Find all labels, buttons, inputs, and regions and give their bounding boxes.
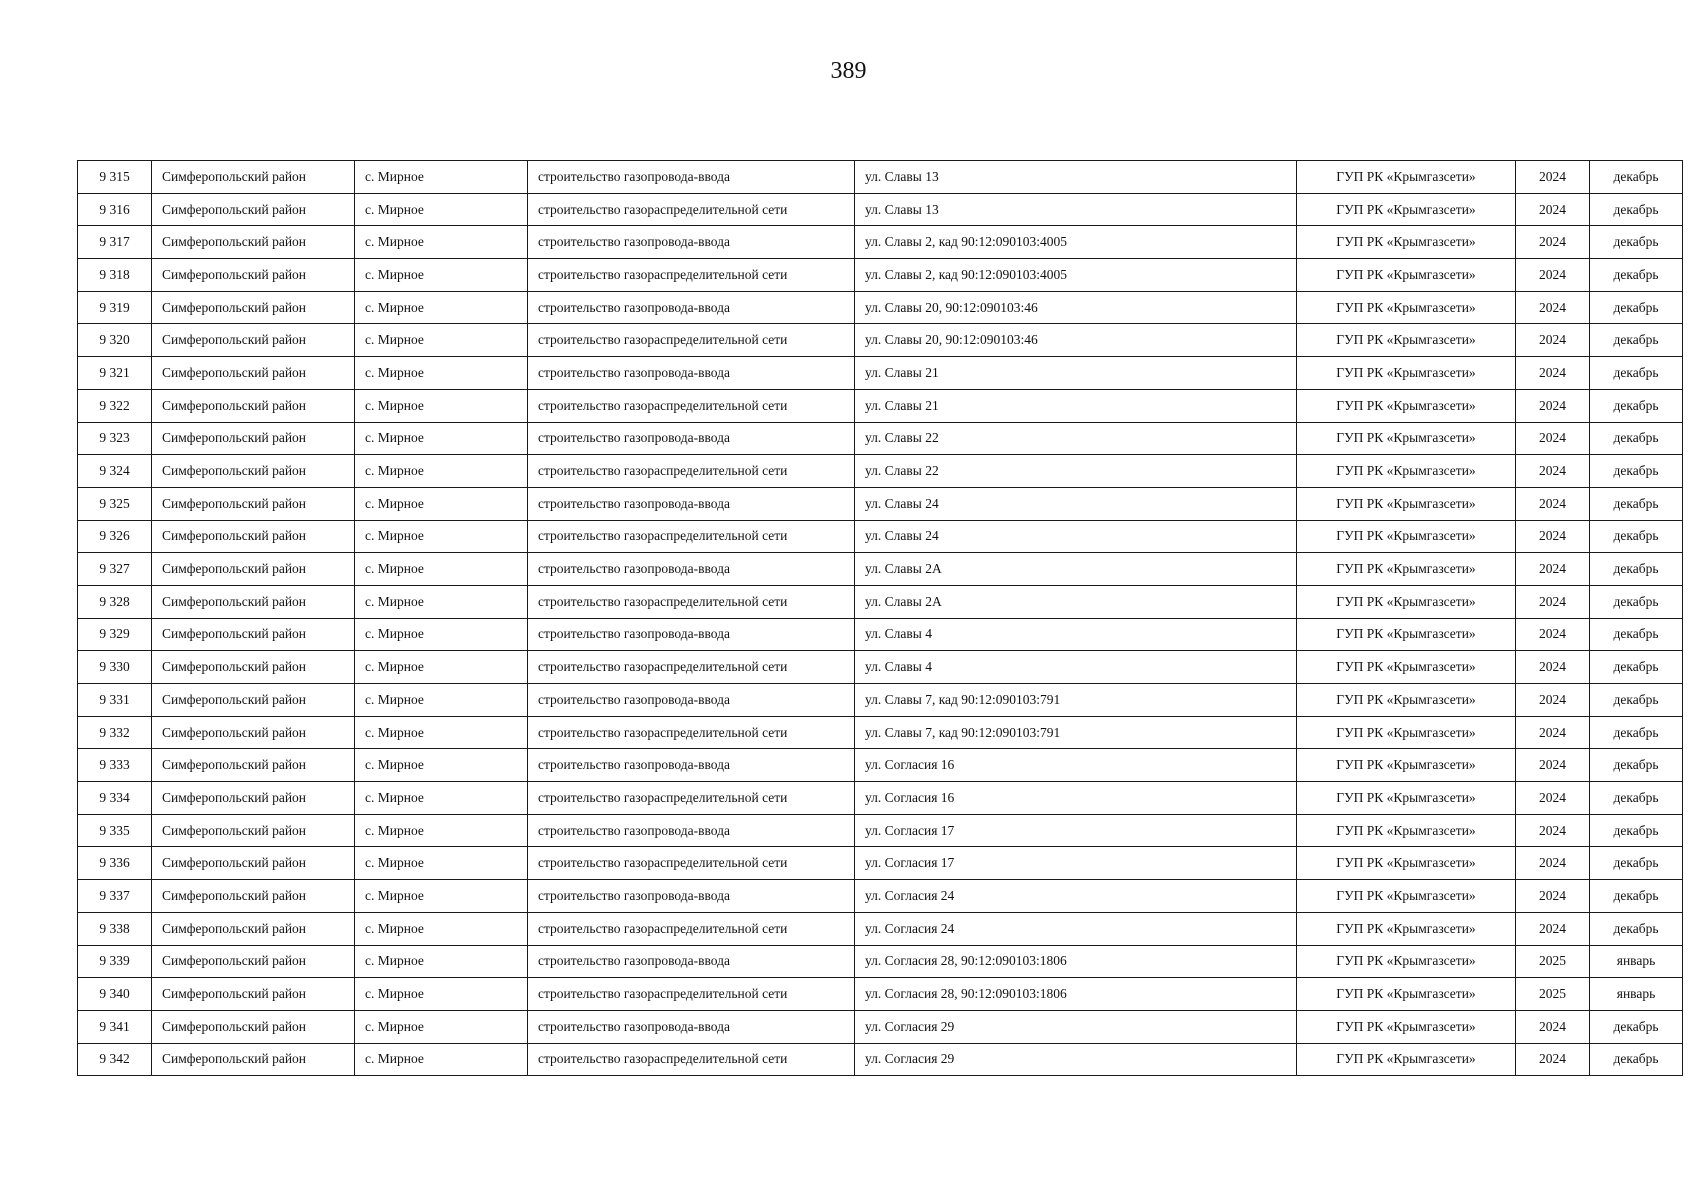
work-type-cell: строительство газораспределительной сети: [528, 520, 855, 553]
work-type-cell: строительство газопровода-ввода: [528, 357, 855, 390]
organization-cell: ГУП РК «Крымгазсети»: [1297, 520, 1516, 553]
organization-cell: ГУП РК «Крымгазсети»: [1297, 912, 1516, 945]
work-type-cell: строительство газопровода-ввода: [528, 422, 855, 455]
year-cell: 2024: [1516, 259, 1590, 292]
work-type-cell: строительство газопровода-ввода: [528, 880, 855, 913]
district-cell: Симферопольский район: [152, 455, 355, 488]
table-row: [78, 945, 1683, 978]
address-cell: ул. Славы 4: [855, 651, 1297, 684]
row-number-cell: 9 315: [78, 161, 152, 194]
settlement-cell: с. Мирное: [355, 455, 528, 488]
row-number-cell: 9 328: [78, 585, 152, 618]
month-cell: декабрь: [1590, 847, 1683, 880]
work-type-cell: строительство газораспределительной сети: [528, 651, 855, 684]
address-cell: ул. Согласия 16: [855, 749, 1297, 782]
district-cell: Симферопольский район: [152, 161, 355, 194]
address-cell: ул. Согласия 29: [855, 1010, 1297, 1043]
year-cell: 2024: [1516, 716, 1590, 749]
year-cell: 2024: [1516, 912, 1590, 945]
settlement-cell: с. Мирное: [355, 291, 528, 324]
row-number-cell: 9 325: [78, 487, 152, 520]
settlement-cell: с. Мирное: [355, 814, 528, 847]
address-cell: ул. Славы 22: [855, 422, 1297, 455]
organization-cell: ГУП РК «Крымгазсети»: [1297, 716, 1516, 749]
work-type-cell: строительство газопровода-ввода: [528, 226, 855, 259]
address-cell: ул. Славы 4: [855, 618, 1297, 651]
address-cell: ул. Славы 20, 90:12:090103:46: [855, 291, 1297, 324]
settlement-cell: с. Мирное: [355, 553, 528, 586]
address-cell: ул. Славы 7, кад 90:12:090103:791: [855, 684, 1297, 717]
address-cell: ул. Славы 2А: [855, 585, 1297, 618]
work-type-cell: строительство газопровода-ввода: [528, 945, 855, 978]
settlement-cell: с. Мирное: [355, 945, 528, 978]
row-number-cell: 9 321: [78, 357, 152, 390]
settlement-cell: с. Мирное: [355, 357, 528, 390]
month-cell: декабрь: [1590, 487, 1683, 520]
organization-cell: ГУП РК «Крымгазсети»: [1297, 945, 1516, 978]
organization-cell: ГУП РК «Крымгазсети»: [1297, 618, 1516, 651]
gasification-table: [77, 160, 1683, 1076]
district-cell: Симферопольский район: [152, 880, 355, 913]
organization-cell: ГУП РК «Крымгазсети»: [1297, 1043, 1516, 1076]
settlement-cell: с. Мирное: [355, 847, 528, 880]
district-cell: Симферопольский район: [152, 716, 355, 749]
row-number-cell: 9 326: [78, 520, 152, 553]
month-cell: декабрь: [1590, 193, 1683, 226]
work-type-cell: строительство газопровода-ввода: [528, 618, 855, 651]
organization-cell: ГУП РК «Крымгазсети»: [1297, 226, 1516, 259]
year-cell: 2024: [1516, 814, 1590, 847]
settlement-cell: с. Мирное: [355, 651, 528, 684]
address-cell: ул. Славы 21: [855, 357, 1297, 390]
settlement-cell: с. Мирное: [355, 520, 528, 553]
address-cell: ул. Согласия 17: [855, 814, 1297, 847]
district-cell: Симферопольский район: [152, 487, 355, 520]
table-row: [78, 651, 1683, 684]
year-cell: 2024: [1516, 357, 1590, 390]
row-number-cell: 9 335: [78, 814, 152, 847]
year-cell: 2024: [1516, 618, 1590, 651]
settlement-cell: с. Мирное: [355, 226, 528, 259]
settlement-cell: с. Мирное: [355, 585, 528, 618]
settlement-cell: с. Мирное: [355, 324, 528, 357]
row-number-cell: 9 316: [78, 193, 152, 226]
district-cell: Симферопольский район: [152, 324, 355, 357]
settlement-cell: с. Мирное: [355, 422, 528, 455]
work-type-cell: строительство газопровода-ввода: [528, 487, 855, 520]
row-number-cell: 9 331: [78, 684, 152, 717]
district-cell: Симферопольский район: [152, 945, 355, 978]
row-number-cell: 9 336: [78, 847, 152, 880]
year-cell: 2025: [1516, 978, 1590, 1011]
year-cell: 2024: [1516, 847, 1590, 880]
organization-cell: ГУП РК «Крымгазсети»: [1297, 487, 1516, 520]
year-cell: 2024: [1516, 193, 1590, 226]
settlement-cell: с. Мирное: [355, 880, 528, 913]
address-cell: ул. Славы 13: [855, 161, 1297, 194]
year-cell: 2024: [1516, 520, 1590, 553]
year-cell: 2024: [1516, 487, 1590, 520]
table-row: [78, 618, 1683, 651]
year-cell: 2024: [1516, 291, 1590, 324]
month-cell: январь: [1590, 978, 1683, 1011]
year-cell: 2024: [1516, 1043, 1590, 1076]
row-number-cell: 9 342: [78, 1043, 152, 1076]
month-cell: декабрь: [1590, 553, 1683, 586]
organization-cell: ГУП РК «Крымгазсети»: [1297, 291, 1516, 324]
table-row: [78, 455, 1683, 488]
month-cell: декабрь: [1590, 749, 1683, 782]
table-row: [78, 978, 1683, 1011]
table-row: [78, 553, 1683, 586]
year-cell: 2024: [1516, 651, 1590, 684]
row-number-cell: 9 320: [78, 324, 152, 357]
settlement-cell: с. Мирное: [355, 716, 528, 749]
organization-cell: ГУП РК «Крымгазсети»: [1297, 161, 1516, 194]
address-cell: ул. Согласия 17: [855, 847, 1297, 880]
table-row: [78, 847, 1683, 880]
row-number-cell: 9 324: [78, 455, 152, 488]
work-type-cell: строительство газораспределительной сети: [528, 455, 855, 488]
work-type-cell: строительство газопровода-ввода: [528, 814, 855, 847]
month-cell: декабрь: [1590, 389, 1683, 422]
settlement-cell: с. Мирное: [355, 749, 528, 782]
table-row: [78, 684, 1683, 717]
organization-cell: ГУП РК «Крымгазсети»: [1297, 389, 1516, 422]
month-cell: декабрь: [1590, 291, 1683, 324]
row-number-cell: 9 333: [78, 749, 152, 782]
organization-cell: ГУП РК «Крымгазсети»: [1297, 1010, 1516, 1043]
settlement-cell: с. Мирное: [355, 487, 528, 520]
organization-cell: ГУП РК «Крымгазсети»: [1297, 585, 1516, 618]
year-cell: 2024: [1516, 684, 1590, 717]
row-number-cell: 9 317: [78, 226, 152, 259]
row-number-cell: 9 341: [78, 1010, 152, 1043]
organization-cell: ГУП РК «Крымгазсети»: [1297, 455, 1516, 488]
table-row: [78, 161, 1683, 194]
month-cell: декабрь: [1590, 226, 1683, 259]
district-cell: Симферопольский район: [152, 357, 355, 390]
settlement-cell: с. Мирное: [355, 782, 528, 815]
row-number-cell: 9 323: [78, 422, 152, 455]
year-cell: 2024: [1516, 585, 1590, 618]
month-cell: декабрь: [1590, 651, 1683, 684]
address-cell: ул. Славы 2, кад 90:12:090103:4005: [855, 259, 1297, 292]
row-number-cell: 9 339: [78, 945, 152, 978]
year-cell: 2024: [1516, 782, 1590, 815]
table-row: [78, 193, 1683, 226]
settlement-cell: с. Мирное: [355, 193, 528, 226]
month-cell: декабрь: [1590, 161, 1683, 194]
table-row: [78, 1010, 1683, 1043]
settlement-cell: с. Мирное: [355, 161, 528, 194]
settlement-cell: с. Мирное: [355, 684, 528, 717]
work-type-cell: строительство газопровода-ввода: [528, 291, 855, 324]
work-type-cell: строительство газораспределительной сети: [528, 259, 855, 292]
month-cell: декабрь: [1590, 814, 1683, 847]
address-cell: ул. Согласия 29: [855, 1043, 1297, 1076]
table-row: [78, 814, 1683, 847]
address-cell: ул. Славы 13: [855, 193, 1297, 226]
district-cell: Симферопольский район: [152, 978, 355, 1011]
address-cell: ул. Славы 20, 90:12:090103:46: [855, 324, 1297, 357]
settlement-cell: с. Мирное: [355, 1010, 528, 1043]
table-row: [78, 782, 1683, 815]
work-type-cell: строительство газораспределительной сети: [528, 1043, 855, 1076]
table-row: [78, 912, 1683, 945]
row-number-cell: 9 340: [78, 978, 152, 1011]
year-cell: 2024: [1516, 324, 1590, 357]
row-number-cell: 9 330: [78, 651, 152, 684]
district-cell: Симферопольский район: [152, 1010, 355, 1043]
organization-cell: ГУП РК «Крымгазсети»: [1297, 880, 1516, 913]
district-cell: Симферопольский район: [152, 684, 355, 717]
district-cell: Симферопольский район: [152, 422, 355, 455]
organization-cell: ГУП РК «Крымгазсети»: [1297, 978, 1516, 1011]
year-cell: 2024: [1516, 749, 1590, 782]
month-cell: декабрь: [1590, 520, 1683, 553]
month-cell: декабрь: [1590, 880, 1683, 913]
year-cell: 2025: [1516, 945, 1590, 978]
table-row: [78, 1043, 1683, 1076]
row-number-cell: 9 329: [78, 618, 152, 651]
month-cell: декабрь: [1590, 716, 1683, 749]
work-type-cell: строительство газораспределительной сети: [528, 585, 855, 618]
work-type-cell: строительство газопровода-ввода: [528, 1010, 855, 1043]
work-type-cell: строительство газопровода-ввода: [528, 749, 855, 782]
settlement-cell: с. Мирное: [355, 618, 528, 651]
organization-cell: ГУП РК «Крымгазсети»: [1297, 422, 1516, 455]
district-cell: Симферопольский район: [152, 520, 355, 553]
address-cell: ул. Славы 24: [855, 487, 1297, 520]
table-row: [78, 422, 1683, 455]
organization-cell: ГУП РК «Крымгазсети»: [1297, 357, 1516, 390]
organization-cell: ГУП РК «Крымгазсети»: [1297, 814, 1516, 847]
organization-cell: ГУП РК «Крымгазсети»: [1297, 684, 1516, 717]
year-cell: 2024: [1516, 455, 1590, 488]
organization-cell: ГУП РК «Крымгазсети»: [1297, 782, 1516, 815]
month-cell: январь: [1590, 945, 1683, 978]
work-type-cell: строительство газораспределительной сети: [528, 324, 855, 357]
district-cell: Симферопольский район: [152, 585, 355, 618]
settlement-cell: с. Мирное: [355, 389, 528, 422]
month-cell: декабрь: [1590, 1043, 1683, 1076]
year-cell: 2024: [1516, 553, 1590, 586]
work-type-cell: строительство газораспределительной сети: [528, 716, 855, 749]
organization-cell: ГУП РК «Крымгазсети»: [1297, 193, 1516, 226]
year-cell: 2024: [1516, 226, 1590, 259]
district-cell: Симферопольский район: [152, 259, 355, 292]
address-cell: ул. Славы 21: [855, 389, 1297, 422]
month-cell: декабрь: [1590, 585, 1683, 618]
district-cell: Симферопольский район: [152, 291, 355, 324]
table-row: [78, 880, 1683, 913]
month-cell: декабрь: [1590, 782, 1683, 815]
year-cell: 2024: [1516, 1010, 1590, 1043]
work-type-cell: строительство газораспределительной сети: [528, 847, 855, 880]
month-cell: декабрь: [1590, 1010, 1683, 1043]
table-row: [78, 357, 1683, 390]
table-row: [78, 389, 1683, 422]
table-row: [78, 716, 1683, 749]
organization-cell: ГУП РК «Крымгазсети»: [1297, 553, 1516, 586]
table-row: [78, 749, 1683, 782]
row-number-cell: 9 334: [78, 782, 152, 815]
district-cell: Симферопольский район: [152, 912, 355, 945]
year-cell: 2024: [1516, 880, 1590, 913]
month-cell: декабрь: [1590, 357, 1683, 390]
page-number: 389: [830, 58, 867, 84]
table-row: [78, 259, 1683, 292]
organization-cell: ГУП РК «Крымгазсети»: [1297, 847, 1516, 880]
month-cell: декабрь: [1590, 259, 1683, 292]
table-body: [78, 161, 1683, 1076]
month-cell: декабрь: [1590, 912, 1683, 945]
month-cell: декабрь: [1590, 455, 1683, 488]
district-cell: Симферопольский район: [152, 389, 355, 422]
work-type-cell: строительство газопровода-ввода: [528, 553, 855, 586]
table-row: [78, 324, 1683, 357]
organization-cell: ГУП РК «Крымгазсети»: [1297, 259, 1516, 292]
work-type-cell: строительство газораспределительной сети: [528, 389, 855, 422]
district-cell: Симферопольский район: [152, 1043, 355, 1076]
work-type-cell: строительство газораспределительной сети: [528, 782, 855, 815]
district-cell: Симферопольский район: [152, 847, 355, 880]
address-cell: ул. Согласия 28, 90:12:090103:1806: [855, 978, 1297, 1011]
row-number-cell: 9 332: [78, 716, 152, 749]
district-cell: Симферопольский район: [152, 651, 355, 684]
row-number-cell: 9 327: [78, 553, 152, 586]
organization-cell: ГУП РК «Крымгазсети»: [1297, 324, 1516, 357]
month-cell: декабрь: [1590, 324, 1683, 357]
row-number-cell: 9 338: [78, 912, 152, 945]
work-type-cell: строительство газопровода-ввода: [528, 684, 855, 717]
table-row: [78, 487, 1683, 520]
table-row: [78, 520, 1683, 553]
district-cell: Симферопольский район: [152, 193, 355, 226]
work-type-cell: строительство газораспределительной сети: [528, 193, 855, 226]
settlement-cell: с. Мирное: [355, 259, 528, 292]
work-type-cell: строительство газопровода-ввода: [528, 161, 855, 194]
year-cell: 2024: [1516, 422, 1590, 455]
settlement-cell: с. Мирное: [355, 912, 528, 945]
address-cell: ул. Славы 2, кад 90:12:090103:4005: [855, 226, 1297, 259]
address-cell: ул. Славы 24: [855, 520, 1297, 553]
organization-cell: ГУП РК «Крымгазсети»: [1297, 651, 1516, 684]
table-row: [78, 291, 1683, 324]
address-cell: ул. Славы 22: [855, 455, 1297, 488]
organization-cell: ГУП РК «Крымгазсети»: [1297, 749, 1516, 782]
year-cell: 2024: [1516, 389, 1590, 422]
table-row: [78, 226, 1683, 259]
district-cell: Симферопольский район: [152, 553, 355, 586]
address-cell: ул. Согласия 16: [855, 782, 1297, 815]
address-cell: ул. Согласия 24: [855, 912, 1297, 945]
month-cell: декабрь: [1590, 618, 1683, 651]
year-cell: 2024: [1516, 161, 1590, 194]
row-number-cell: 9 322: [78, 389, 152, 422]
row-number-cell: 9 337: [78, 880, 152, 913]
address-cell: ул. Славы 7, кад 90:12:090103:791: [855, 716, 1297, 749]
table-row: [78, 585, 1683, 618]
district-cell: Симферопольский район: [152, 814, 355, 847]
district-cell: Симферопольский район: [152, 749, 355, 782]
district-cell: Симферопольский район: [152, 226, 355, 259]
address-cell: ул. Согласия 24: [855, 880, 1297, 913]
work-type-cell: строительство газораспределительной сети: [528, 912, 855, 945]
work-type-cell: строительство газораспределительной сети: [528, 978, 855, 1011]
address-cell: ул. Согласия 28, 90:12:090103:1806: [855, 945, 1297, 978]
address-cell: ул. Славы 2А: [855, 553, 1297, 586]
settlement-cell: с. Мирное: [355, 978, 528, 1011]
settlement-cell: с. Мирное: [355, 1043, 528, 1076]
month-cell: декабрь: [1590, 684, 1683, 717]
district-cell: Симферопольский район: [152, 782, 355, 815]
row-number-cell: 9 319: [78, 291, 152, 324]
district-cell: Симферопольский район: [152, 618, 355, 651]
month-cell: декабрь: [1590, 422, 1683, 455]
row-number-cell: 9 318: [78, 259, 152, 292]
